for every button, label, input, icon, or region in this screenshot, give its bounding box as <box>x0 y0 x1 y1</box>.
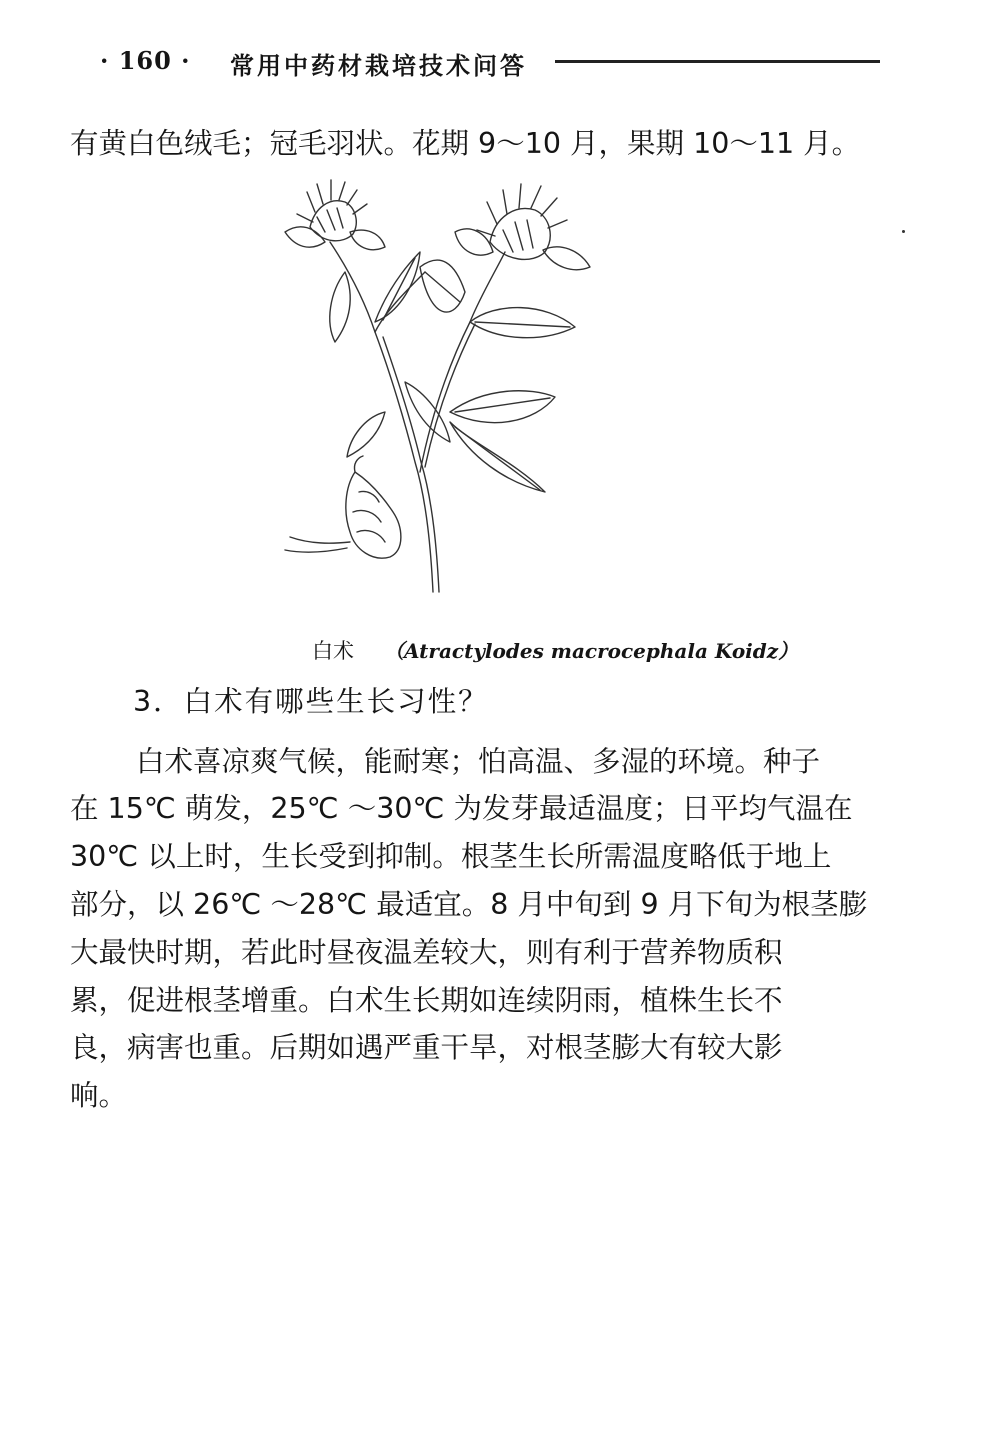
paragraph-line-5: 大最快时期，若此时昼夜温差较大，则有利于营养物质积 <box>70 936 783 969</box>
section-question-heading: 3．白术有哪些生长习性？ <box>133 685 489 718</box>
main-stem <box>330 242 433 592</box>
stray-ink-dot <box>902 230 905 233</box>
right-flower-head <box>455 184 590 270</box>
caption-chinese-name: 白术 <box>312 639 354 663</box>
paragraph-line-7: 良，病害也重。后期如遇严重干旱，对根茎膨大有较大影 <box>70 1031 783 1064</box>
paragraph-line-1: 白术喜凉爽气候，能耐寒；怕高温、多湿的环境。种子 <box>136 745 821 778</box>
leaves <box>330 252 575 492</box>
rhizome <box>285 456 401 558</box>
header-rule <box>555 60 880 63</box>
figure-caption <box>312 635 798 665</box>
atractylodes-drawing <box>255 172 615 602</box>
paragraph-line-4: 部分，以 26℃ ～28℃ 最适宜。8 月中旬到 9 月下旬为根茎膨 <box>70 888 868 921</box>
paragraph-line-3: 30℃ 以上时，生长受到抑制。根茎生长所需温度略低于地上 <box>70 840 832 873</box>
body-line-continuation: 有黄白色绒毛；冠毛羽状。花期 9～10 月，果期 10～11 月。 <box>70 127 861 160</box>
running-title: 常用中药材栽培技术问答 <box>230 51 527 80</box>
page-number: · 160 · <box>100 46 191 75</box>
paragraph-line-2: 在 15℃ 萌发，25℃ ～30℃ 为发芽最适温度；日平均气温在 <box>70 792 853 825</box>
page-header <box>100 42 890 82</box>
left-flower-head <box>285 180 385 250</box>
plant-illustration <box>255 172 615 602</box>
paragraph-line-6: 累，促进根茎增重。白术生长期如连续阴雨，植株生长不 <box>70 984 783 1017</box>
paragraph-line-8: 响。 <box>70 1079 128 1112</box>
caption-latin-name: （Atractylodes macrocephala Koidz） <box>384 639 799 663</box>
